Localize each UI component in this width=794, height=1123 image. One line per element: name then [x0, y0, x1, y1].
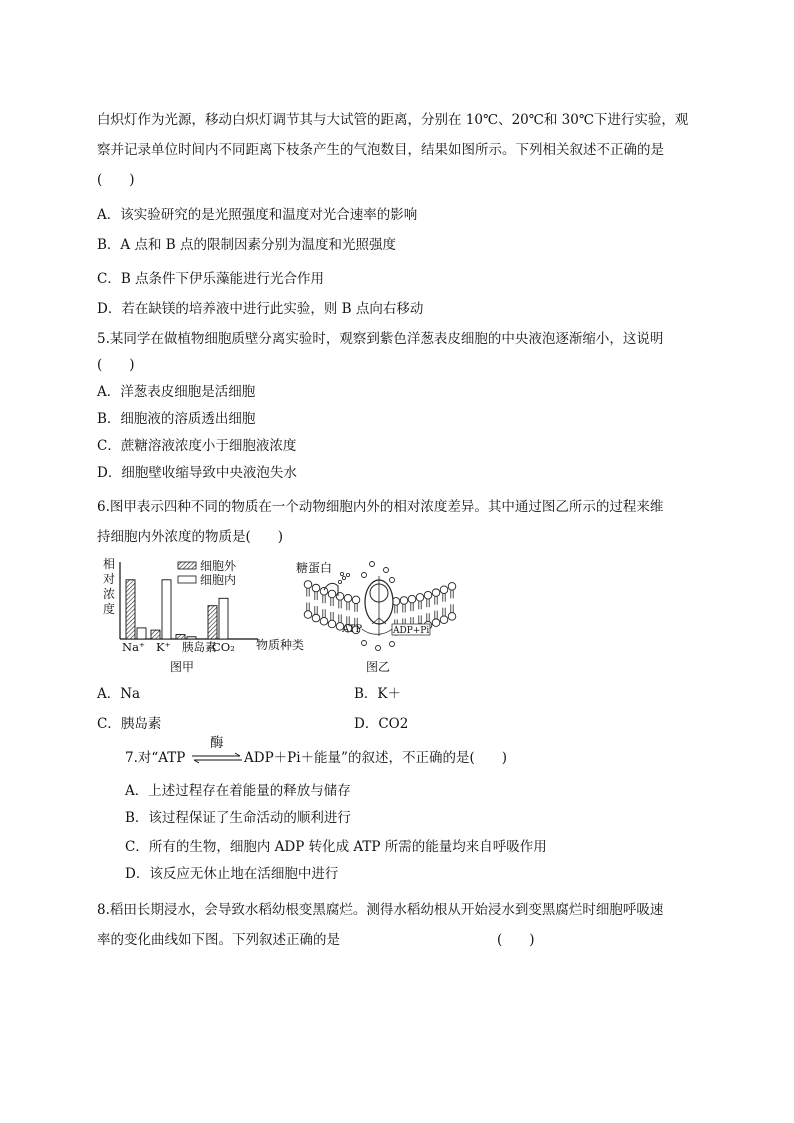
q6-option-c: C．胰岛素	[97, 716, 162, 732]
particle	[362, 573, 367, 578]
q7-option-a: A．上述过程存在着能量的释放与储存	[125, 783, 351, 799]
category-labels	[122, 640, 235, 654]
bars-group	[126, 580, 228, 639]
q5-answer-paren: ( )	[97, 357, 135, 373]
q8-stem-line-2: 率的变化曲线如下图。下列叙述正确的是	[97, 932, 340, 948]
q7-option-c: C．所有的生物，细胞内 ADP 转化成 ATP 所需的能量均来自呼吸作用	[125, 839, 547, 855]
q8-stem-line-1: 8.稻田长期浸水，会导致水稻幼根变黑腐烂。测得水稻幼根从开始浸水到变黑腐烂时细胞呼吸速	[97, 902, 664, 918]
label-adp-pi: ADP+Pi	[393, 626, 430, 636]
q4-stem-line-1: 白炽灯作为光源，移动白炽灯调节其与大试管的距离，分别在 10℃、20℃和 30℃下进行实验，观	[97, 112, 689, 128]
q6-stem-line-1: 6.图甲表示四种不同的物质在一个动物细胞内外的相对浓度差异。其中通过图乙所示的过程来维	[97, 499, 664, 515]
q7-option-b: B．该过程保证了生命活动的顺利进行	[125, 810, 351, 826]
bar-outside-2	[176, 635, 185, 639]
category-label-0: Na⁺	[122, 640, 145, 654]
y-axis-label-char-4: 度	[103, 602, 116, 616]
label-atp: ATP	[342, 624, 363, 635]
category-label-2: 胰岛素	[182, 640, 217, 654]
label-glycoprotein: 糖蛋白	[296, 561, 333, 575]
particle	[390, 578, 395, 583]
q4-option-a: A．该实验研究的是光照强度和温度对光合速率的影响	[97, 207, 418, 223]
q6-stem-line-2: 持细胞内外浓度的物质是( )	[97, 529, 284, 545]
q5-option-d: D．细胞壁收缩导致中央液泡失水	[97, 465, 297, 481]
bar-inside-1	[162, 580, 171, 639]
q7-enzyme-label: 酶	[210, 735, 224, 751]
q7-option-d: D．该反应无休止地在活细胞中进行	[125, 866, 339, 882]
legend-label-inside: 细胞内	[200, 573, 237, 587]
bar-outside-0	[126, 580, 135, 639]
q5-stem: 5.某同学在做植物细胞质壁分离实验时，观察到紫色洋葱表皮细胞的中央液泡逐渐缩小，这说明	[97, 331, 664, 347]
legend-swatch-outside	[178, 562, 196, 569]
category-label-1: K⁺	[156, 640, 171, 654]
q6-option-b: B．K＋	[354, 686, 402, 702]
q5-option-a: A．洋葱表皮细胞是活细胞	[97, 384, 256, 400]
reversible-arrow-icon	[190, 752, 244, 764]
q4-option-b: B．A 点和 B 点的限制因素分别为温度和光照强度	[97, 237, 396, 253]
q8-answer-paren: ( )	[497, 932, 535, 948]
q4-option-c: C．B 点条件下伊乐藻能进行光合作用	[97, 271, 325, 287]
q4-answer-paren: ( )	[97, 172, 135, 188]
y-axis-label-char-3: 浓	[103, 587, 116, 601]
bar-outside-1	[151, 630, 160, 639]
particle	[376, 646, 381, 651]
q5-option-c: C．蔗糖溶液浓度小于细胞液浓度	[97, 438, 297, 454]
q7-stem-prefix: 7.对“ATP	[125, 750, 186, 766]
bar-outside-3	[208, 606, 217, 639]
q5-option-b: B．细胞液的溶质透出细胞	[97, 411, 256, 427]
bar-inside-0	[137, 628, 146, 639]
q7-stem-suffix: ADP＋Pi＋能量”的叙述，不正确的是( )	[244, 750, 507, 766]
q4-stem-line-2: 察并记录单位时间内不同距离下枝条产生的气泡数目，结果如图所示。下列相关叙述不正确的是	[97, 142, 664, 158]
legend-swatch-inside	[178, 576, 196, 583]
q6-option-a: A．Na	[97, 686, 141, 702]
particle	[370, 562, 375, 567]
figure-jia-caption: 图甲	[170, 660, 195, 674]
x-axis-label: 物质种类	[256, 638, 305, 652]
particle	[362, 641, 367, 646]
legend-label-outside: 细胞外	[200, 559, 237, 573]
figure-jia-bar-chart	[98, 556, 305, 680]
y-axis-label-char-1: 相	[103, 557, 116, 571]
particle	[384, 568, 389, 573]
category-label-3: CO₂	[212, 640, 235, 654]
q6-option-d: D．CO2	[354, 716, 409, 732]
bar-inside-3	[219, 598, 228, 639]
particle	[390, 642, 395, 647]
y-axis-label-char-2: 对	[103, 572, 116, 586]
figure-yi-membrane-diagram	[294, 556, 470, 680]
bar-inside-2	[187, 637, 196, 639]
figure-yi-caption: 图乙	[366, 660, 391, 674]
q4-option-d: D．若在缺镁的培养液中进行此实验，则 B 点向右移动	[97, 301, 424, 317]
